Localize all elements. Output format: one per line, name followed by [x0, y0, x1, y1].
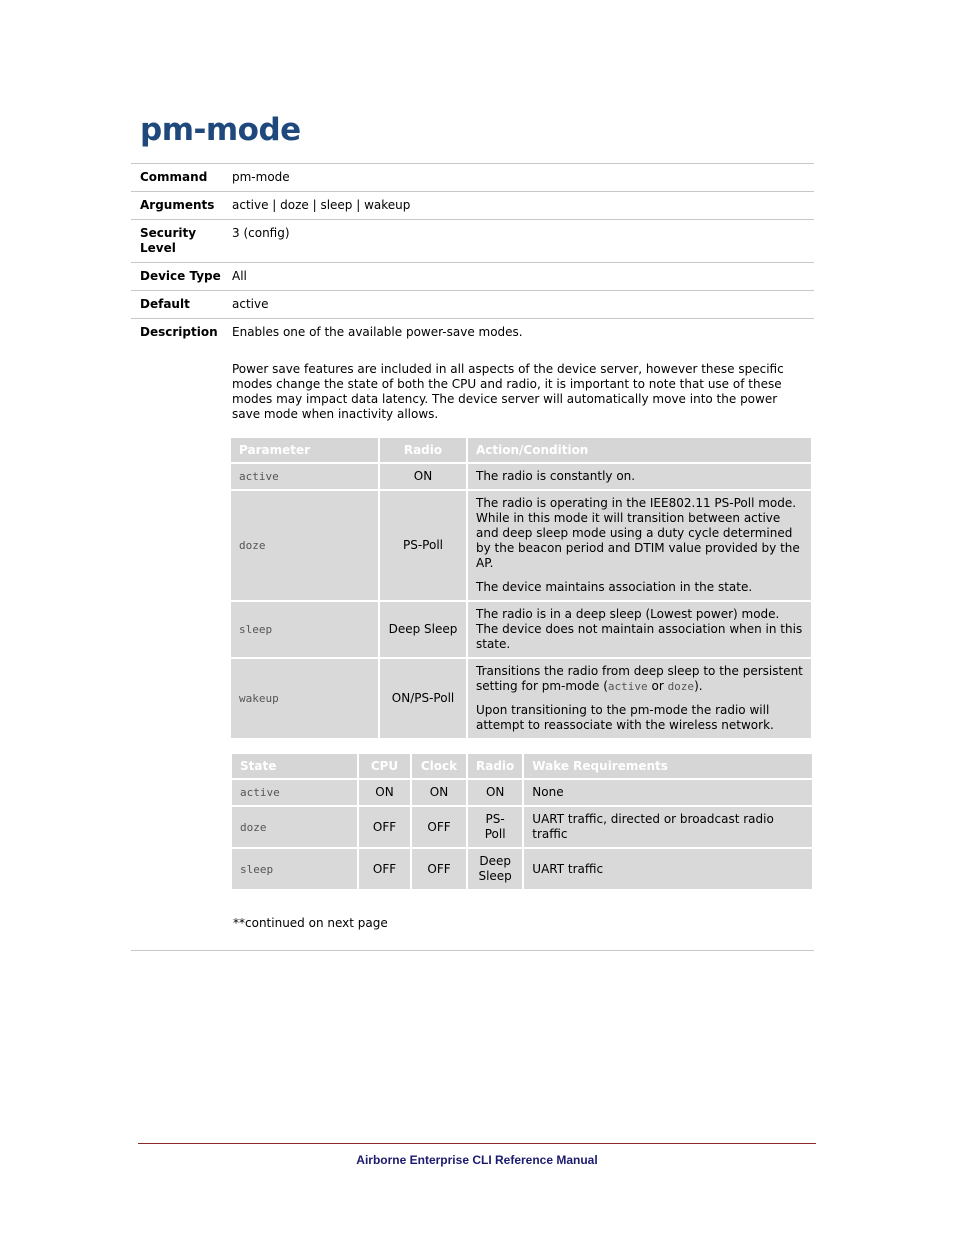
- header-radio: Radio: [468, 754, 524, 780]
- wake-cell: UART traffic, directed or broadcast radio traffic: [524, 807, 812, 849]
- device-type-value: All: [232, 269, 247, 283]
- header-wake: Wake Requirements: [524, 754, 812, 780]
- action-text: The radio is constantly on.: [476, 469, 636, 483]
- table-row: [232, 849, 812, 891]
- param-cell: wakeup: [231, 659, 380, 740]
- device-type-label: Device Type: [140, 269, 221, 283]
- action-text: The radio is in a deep sleep (Lowest power) mode. The device does not maintain association when in this state.: [476, 607, 803, 651]
- header-state: State: [232, 754, 359, 780]
- radio-cell: ON/PS-Poll: [380, 659, 468, 740]
- radio-cell: ON: [468, 780, 524, 807]
- description-value: Enables one of the available power-save modes.: [232, 325, 523, 339]
- table-row: [231, 659, 811, 740]
- action-text: The radio is operating in the IEE802.11 PS-Poll mode. While in this mode it will transition between active and deep sleep mode using a duty cycle determined by the beacon period and DTIM value provided by the AP.: [476, 496, 800, 570]
- continued-note: **continued on next page: [233, 916, 388, 930]
- action-cell: [468, 659, 811, 740]
- clock-cell: ON: [412, 780, 468, 807]
- action-text-post: ).: [694, 679, 703, 693]
- radio-cell: Deep Sleep: [380, 602, 468, 659]
- state-cell: doze: [232, 807, 359, 849]
- command-info-table: [131, 163, 814, 428]
- description-paragraph: Power save features are included in all aspects of the device server, however these specific modes change the state of both the CPU and radio, it is important to note that use of these modes may impact data latency. The device server will automatically move into the power save mode when inactivity allows.: [232, 362, 784, 421]
- cpu-cell: OFF: [359, 849, 412, 891]
- info-row-device-type: [131, 262, 814, 290]
- clock-cell: OFF: [412, 849, 468, 891]
- action-cell: [468, 602, 811, 659]
- radio-cell: Deep Sleep: [468, 849, 524, 891]
- header-radio: Radio: [380, 438, 468, 464]
- info-row-default: [131, 290, 814, 318]
- table-row: [231, 602, 811, 659]
- action-text: The device maintains association in the state.: [476, 580, 753, 594]
- state-cell: active: [232, 780, 359, 807]
- command-label: Command: [140, 170, 208, 184]
- code-doze: doze: [667, 680, 695, 693]
- table-row: [232, 807, 812, 849]
- page-title: pm-mode: [140, 112, 301, 148]
- clock-cell: OFF: [412, 807, 468, 849]
- footer-title: Airborne Enterprise CLI Reference Manual: [356, 1153, 598, 1167]
- action-text: [476, 664, 803, 694]
- param-cell: active: [231, 464, 380, 491]
- default-value: active: [232, 297, 269, 311]
- arguments-label: Arguments: [140, 198, 215, 212]
- action-text-pre: Transitions the radio from deep sleep to the persistent setting for pm-mode (: [476, 664, 803, 693]
- header-cpu: CPU: [359, 754, 412, 780]
- security-value: 3 (config): [232, 226, 290, 240]
- table-header-row: [232, 754, 812, 780]
- info-row-command: [131, 163, 814, 191]
- table-row: [232, 780, 812, 807]
- header-parameter: Parameter: [231, 438, 380, 464]
- description-cell: [232, 319, 814, 428]
- description-label: Description: [140, 325, 218, 339]
- action-text-mid: or: [647, 679, 668, 693]
- header-clock: Clock: [412, 754, 468, 780]
- section-divider: [131, 950, 814, 951]
- security-label: Security Level: [140, 226, 197, 255]
- table-header-row: [231, 438, 811, 464]
- param-cell: doze: [231, 491, 380, 602]
- code-active: active: [607, 680, 648, 693]
- info-row-arguments: [131, 191, 814, 219]
- header-action: Action/Condition: [468, 438, 811, 464]
- radio-cell: PS-Poll: [380, 491, 468, 602]
- default-label: Default: [140, 297, 190, 311]
- footer-divider: [138, 1143, 816, 1144]
- table-row: [231, 464, 811, 491]
- table-row: [231, 491, 811, 602]
- command-value: pm-mode: [232, 170, 290, 184]
- cpu-cell: OFF: [359, 807, 412, 849]
- arguments-value: active | doze | sleep | wakeup: [232, 198, 411, 212]
- cpu-cell: ON: [359, 780, 412, 807]
- parameters-table: [231, 438, 811, 740]
- info-row-security: [131, 219, 814, 262]
- state-cell: sleep: [232, 849, 359, 891]
- radio-cell: ON: [380, 464, 468, 491]
- radio-cell: PS-Poll: [468, 807, 524, 849]
- info-row-description: [131, 318, 814, 428]
- states-table: [232, 754, 812, 891]
- param-cell: sleep: [231, 602, 380, 659]
- action-cell: [468, 464, 811, 491]
- action-cell: [468, 491, 811, 602]
- action-text: Upon transitioning to the pm-mode the radio will attempt to reassociate with the wireless network.: [476, 703, 774, 732]
- wake-cell: UART traffic: [524, 849, 812, 891]
- wake-cell: None: [524, 780, 812, 807]
